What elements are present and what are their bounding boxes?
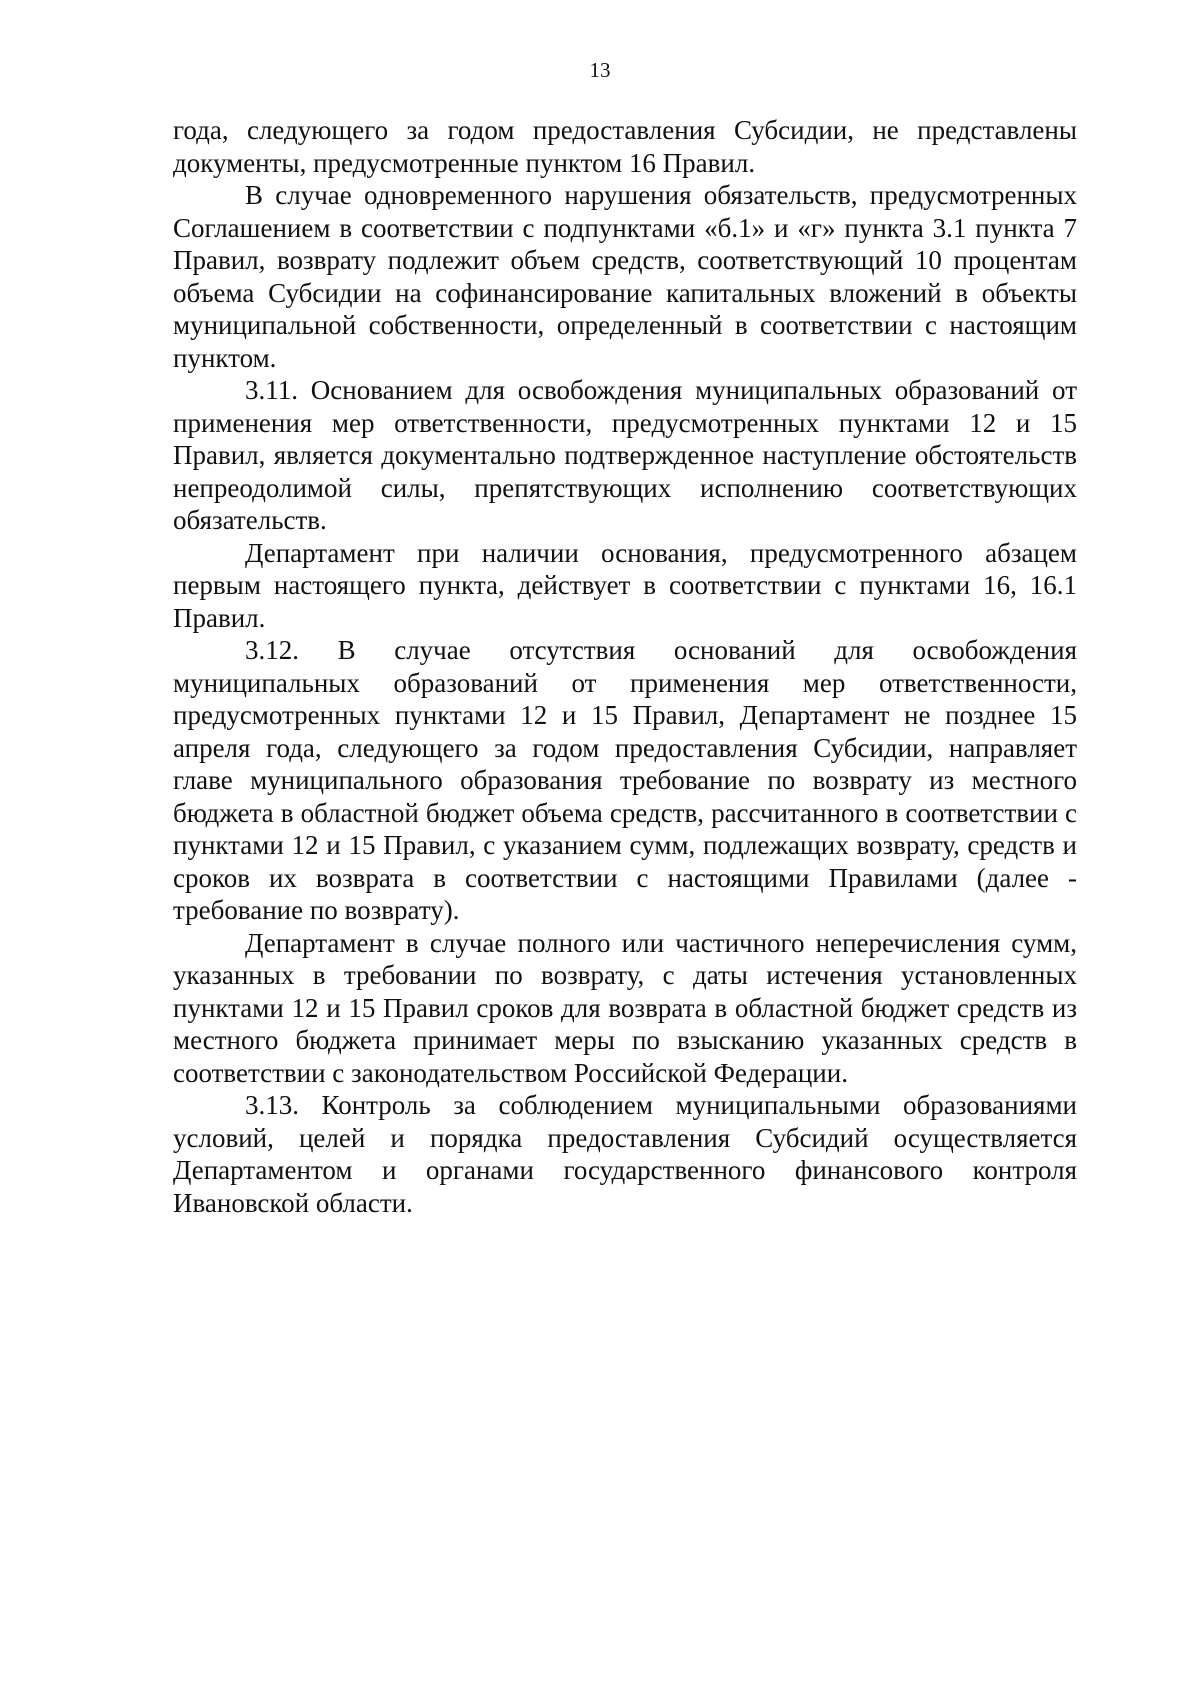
paragraph-clause-3-11: 3.11. Основанием для освобождения муниципальных образований от применения мер ответственности, предусмотренных пунктами 12 и 15 Правил, является документально подтвержденное наступление обстоятельств непреодолимой силы, препятствующих исполнению соответствующих обязательств. xyxy=(173,375,1077,535)
paragraph-clause-3-13: 3.13. Контроль за соблюдением муниципальными образованиями условий, целей и порядка предоставления Субсидий осуществляется Департаментом и органами государственного финансового контроля Ивановской области. xyxy=(173,1090,1077,1218)
paragraph-clause-3-12-department: Департамент в случае полного или частичного неперечисления сумм, указанных в требовании по возврату, с даты истечения установленных пунктами 12 и 15 Правил сроков для возврата в областной бюджет средств из местного бюджета принимает меры по взысканию указанных средств в соответствии с законодательством Российской Федерации. xyxy=(173,927,1077,1088)
paragraph-continuation: года, следующего за годом предоставления Субсидии, не представлены документы, предусмотренные пунктом 16 Правил. xyxy=(173,115,1077,178)
paragraph-simultaneous-violation: В случае одновременного нарушения обязательств, предусмотренных Соглашением в соответствии с подпунктами «б.1» и «г» пункта 3.1 пункта 7 Правил, возврату подлежит объем средств, соответствующий 10 процентам объема Субсидии на софинансирование капитальных вложений в объекты муниципальной собственности, определенный в соответствии с настоящим пунктом. xyxy=(173,180,1077,373)
document-body xyxy=(173,114,1077,1219)
paragraph-clause-3-12: 3.12. В случае отсутствия оснований для освобождения муниципальных образований от применения мер ответственности, предусмотренных пунктами 12 и 15 Правил, Департамент не позднее 15 апреля года, следующего за годом предоставления Субсидии, направляет главе муниципального образования требование по возврату из местного бюджета в областной бюджет объема средств, рассчитанного в соответствии с пунктами 12 и 15 Правил, с указанием сумм, подлежащих возврату, средств и сроков их возврата в соответствии с настоящими Правилами (далее - требование по возврату). xyxy=(173,635,1077,925)
paragraph-clause-3-11-department: Департамент при наличии основания, предусмотренного абзацем первым настоящего пункта, действует в соответствии с пунктами 16, 16.1 Правил. xyxy=(173,537,1077,633)
page-number: 13 xyxy=(589,58,611,82)
